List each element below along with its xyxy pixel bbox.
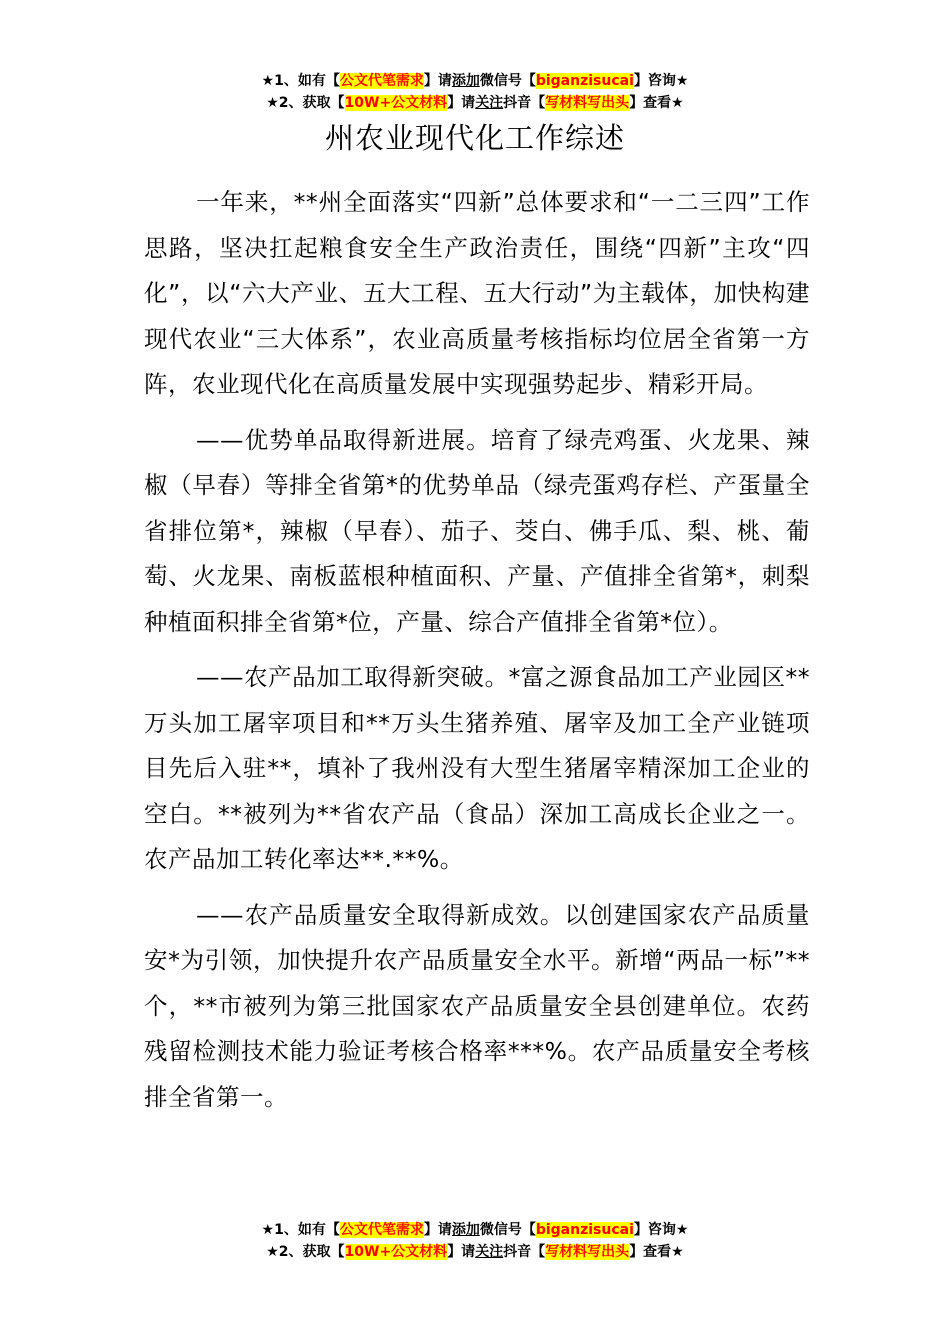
highlight-materials: 10W+公文材料 — [344, 1244, 448, 1260]
paragraph-intro: 一年来，**州全面落实“四新”总体要求和“一二三四”工作思路，坚决扛起粮食安全生产政治责任，围绕“四新”主攻“四化”，以“六大产业、五大工程、五大行动”为主载体，加快构建现代农业“三大体系”，农业高质量考核指标均位居全省第一方阵，农业现代化在高质量发展中实现强势起步、精彩开局。 — [144, 188, 810, 398]
paragraph-processing: ——农产品加工取得新突破。*富之源食品加工产业园区**万头加工屠宰项目和**万头生猪养殖、屠宰及加工全产业链项目先后入驻**，填补了我州没有大型生猪屠宰精深加工企业的空白。**被列为**省农产品（食品）深加工高成长企业之一。农产品加工转化率达**.**%。 — [144, 663, 810, 873]
footer-banner — [0, 1219, 950, 1263]
banner-text: ★1、如有【 — [261, 1222, 340, 1238]
header-banner — [0, 70, 950, 114]
banner-text: ★1、如有【 — [261, 73, 340, 89]
banner-underlined: 关注 — [475, 95, 504, 111]
banner-text: 抖音【 — [503, 1244, 546, 1260]
highlight-service: 公文代笔需求 — [339, 1222, 424, 1238]
banner-text: 】请 — [447, 95, 476, 111]
banner-text: 】请 — [423, 1222, 452, 1238]
highlight-service: 公文代笔需求 — [339, 73, 424, 89]
paragraph-advantage-products: ——优势单品取得新进展。培育了绿壳鸡蛋、火龙果、辣椒（早春）等排全省第*的优势单品（绿壳蛋鸡存栏、产蛋量全省排位第*，辣椒（早春）、茄子、茭白、佛手瓜、梨、桃、葡萄、火龙果、南板蓝根种植面积、产量、产值排全省第*，刺梨种植面积排全省第*位，产量、综合产值排全省第*位）。 — [144, 425, 810, 636]
highlight-douyin-id: 写材料写出头 — [545, 95, 630, 111]
banner-line-2 — [0, 1241, 950, 1263]
banner-text: 】请 — [447, 1244, 476, 1260]
banner-text: 】查看★ — [629, 95, 684, 111]
banner-text: 微信号【 — [479, 73, 536, 89]
banner-underlined: 添加 — [451, 73, 480, 89]
document-title: 州农业现代化工作综述 — [324, 121, 625, 155]
banner-text: 微信号【 — [479, 1222, 536, 1238]
highlight-douyin-id: 写材料写出头 — [545, 1244, 630, 1260]
paragraph-quality-safety: ——农产品质量安全取得新成效。以创建国家农产品质量安*为引领，加快提升农产品质量安全水平。新增“两品一标”**个，**市被列为第三批国家农产品质量安全县创建单位。农药残留检测技术能力验证考核合格率***%。农产品质量安全考核排全省第一。 — [144, 900, 810, 1111]
banner-line-1 — [0, 70, 950, 92]
banner-underlined: 添加 — [451, 1222, 480, 1238]
banner-text: ★2、获取【 — [266, 1244, 345, 1260]
banner-text: 】请 — [423, 73, 452, 89]
banner-underlined: 关注 — [475, 1244, 504, 1260]
document-body — [144, 180, 810, 1130]
banner-text: 】咨询★ — [633, 73, 689, 89]
banner-line-2 — [0, 92, 950, 114]
banner-text: ★2、获取【 — [266, 95, 345, 111]
highlight-wechat-id: biganzisucai — [535, 1222, 634, 1238]
banner-text: 】咨询★ — [633, 1222, 689, 1238]
highlight-wechat-id: biganzisucai — [535, 73, 634, 89]
banner-text: 抖音【 — [503, 95, 546, 111]
banner-line-1 — [0, 1219, 950, 1241]
highlight-materials: 10W+公文材料 — [344, 95, 448, 111]
banner-text: 】查看★ — [629, 1244, 684, 1260]
